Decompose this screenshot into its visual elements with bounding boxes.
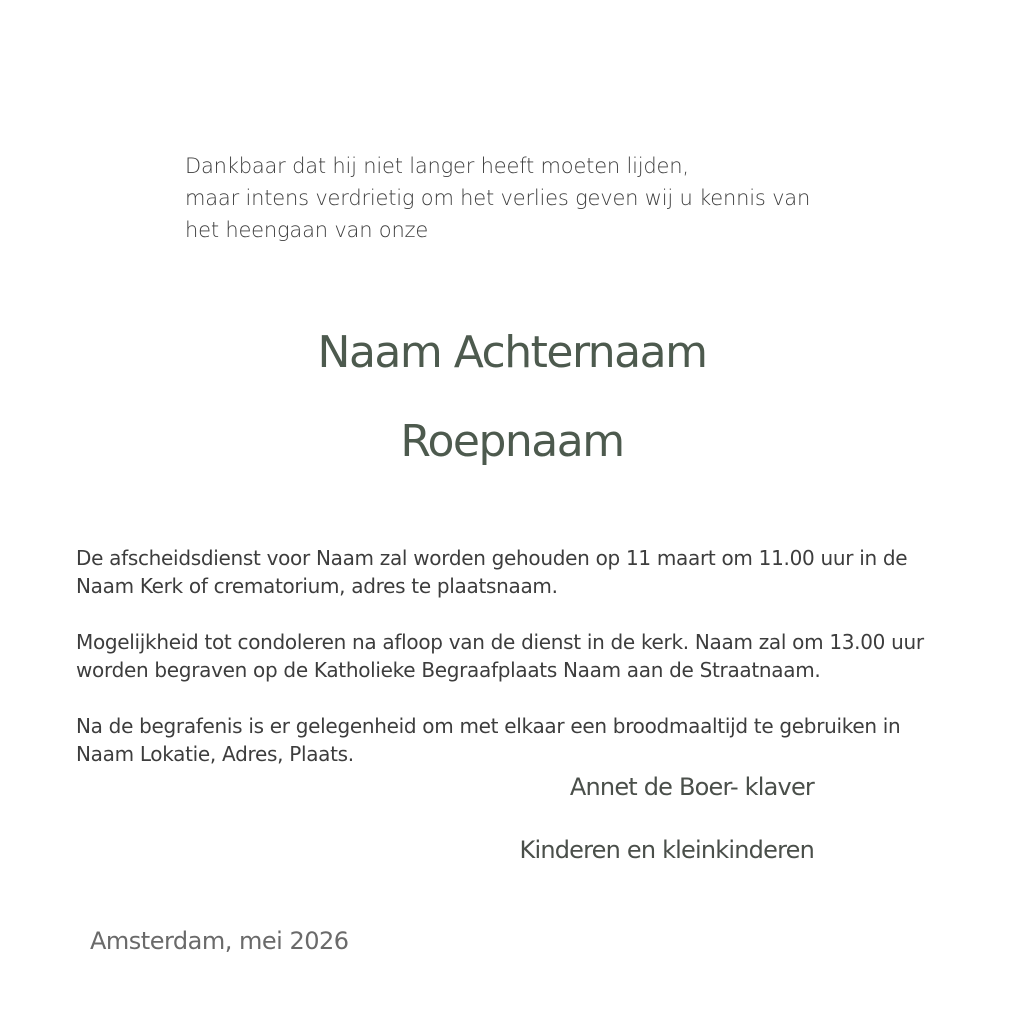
deceased-full-name [0, 325, 1024, 381]
announcement-body [76, 516, 976, 796]
paragraph-line: Naam Kerk of crematorium, adres te plaatsnaam. [76, 574, 558, 598]
place-and-date: Amsterdam, mei 2026 [90, 927, 349, 955]
signature-spouse: Annet de Boer- klaver [569, 773, 814, 801]
intro-line: Dankbaar dat hij niet langer heeft moeten lijden, [185, 154, 689, 178]
paragraph-line: Mogelijkheid tot condoleren na afloop van de dienst in de kerk. Naam zal om 13.00 uur [76, 630, 924, 654]
intro-line: het heengaan van onze [185, 218, 429, 242]
deceased-call-name: Roepnaam [400, 416, 624, 467]
paragraph-line: De afscheidsdienst voor Naam zal worden gehouden op 11 maart om 11.00 uur in de [76, 546, 908, 570]
paragraph-line: Na de begrafenis is er gelegenheid om met elkaar een broodmaaltijd te gebruiken in [76, 714, 901, 738]
deceased-full-name-text: Naam Achternaam [317, 327, 707, 378]
paragraph-line: Naam Lokatie, Adres, Plaats. [76, 742, 354, 766]
paragraph-line: worden begraven op de Katholieke Begraafplaats Naam aan de Straatnaam. [76, 658, 821, 682]
signature-block [520, 772, 814, 865]
intro-text [185, 150, 885, 246]
intro-line: maar intens verdrietig om het verlies geven wij u kennis van [185, 186, 811, 210]
signature-family: Kinderen en kleinkinderen [519, 836, 814, 864]
